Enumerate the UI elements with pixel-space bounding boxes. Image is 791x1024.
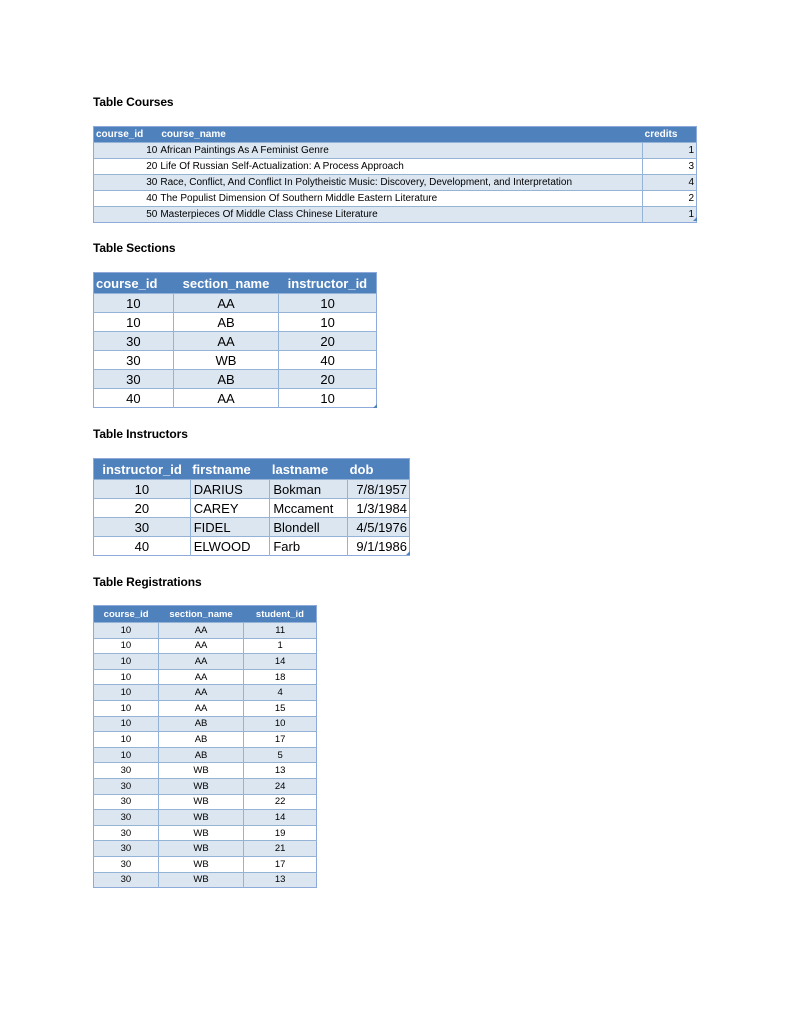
table-cell: AB bbox=[158, 747, 244, 763]
table-cell: Blondell bbox=[270, 518, 348, 537]
table-cell: AA bbox=[173, 332, 279, 351]
table-cell: 20 bbox=[94, 159, 160, 175]
table-row bbox=[94, 716, 317, 732]
table-cell: AB bbox=[158, 716, 244, 732]
table-row bbox=[94, 778, 317, 794]
table-cell: 20 bbox=[279, 332, 377, 351]
table-cell: 10 bbox=[94, 313, 174, 332]
table-cell: 20 bbox=[279, 370, 377, 389]
table-cell: 10 bbox=[94, 480, 191, 499]
table-cell: WB bbox=[158, 778, 244, 794]
table-row bbox=[94, 700, 317, 716]
table-cell: 30 bbox=[94, 778, 159, 794]
column-header: lastname bbox=[270, 459, 348, 480]
table-cell: 40 bbox=[94, 537, 191, 556]
table-row bbox=[94, 175, 697, 191]
table-cell: 30 bbox=[94, 856, 159, 872]
table-cell: AA bbox=[173, 389, 279, 408]
table-row bbox=[94, 732, 317, 748]
table-cell: AA bbox=[158, 654, 244, 670]
table-cell: AB bbox=[158, 732, 244, 748]
table-header-row bbox=[94, 606, 317, 623]
column-header: credits bbox=[643, 127, 697, 143]
table-cell: 20 bbox=[94, 499, 191, 518]
table-cell: AA bbox=[158, 669, 244, 685]
table-row bbox=[94, 763, 317, 779]
table-cell: 10 bbox=[244, 716, 317, 732]
column-header: section_name bbox=[158, 606, 244, 623]
table-cell: 10 bbox=[94, 143, 160, 159]
courses-title: Table Courses bbox=[93, 95, 174, 109]
instructors-title: Table Instructors bbox=[93, 427, 188, 441]
table-row bbox=[94, 747, 317, 763]
column-header: section_name bbox=[173, 273, 279, 294]
table-cell: 1 bbox=[244, 638, 317, 654]
table-cell: 10 bbox=[94, 747, 159, 763]
table-cell: WB bbox=[158, 841, 244, 857]
table-cell: 30 bbox=[94, 175, 160, 191]
table-resize-handle[interactable] bbox=[406, 551, 410, 555]
table-cell: AA bbox=[158, 638, 244, 654]
table-row bbox=[94, 351, 377, 370]
table-cell: AB bbox=[173, 313, 279, 332]
table-row bbox=[94, 654, 317, 670]
table-row bbox=[94, 143, 697, 159]
table-cell: Life Of Russian Self-Actualization: A Process Approach bbox=[159, 159, 642, 175]
table-cell: ELWOOD bbox=[190, 537, 270, 556]
table-row bbox=[94, 191, 697, 207]
sections-table bbox=[93, 272, 377, 408]
table-cell: 17 bbox=[244, 856, 317, 872]
column-header: course_id bbox=[94, 273, 174, 294]
table-cell: Race, Conflict, And Conflict In Polytheistic Music: Discovery, Development, and Interpretation bbox=[159, 175, 642, 191]
table-cell: 21 bbox=[244, 841, 317, 857]
table-row bbox=[94, 294, 377, 313]
table-cell: 19 bbox=[244, 825, 317, 841]
table-cell: Farb bbox=[270, 537, 348, 556]
table-cell: 7/8/1957 bbox=[348, 480, 410, 499]
table-cell: 10 bbox=[94, 623, 159, 639]
table-cell: WB bbox=[158, 872, 244, 888]
table-cell: 30 bbox=[94, 872, 159, 888]
table-cell: 30 bbox=[94, 763, 159, 779]
table-row bbox=[94, 825, 317, 841]
courses-table bbox=[93, 126, 697, 223]
table-row bbox=[94, 480, 410, 499]
table-row bbox=[94, 638, 317, 654]
table-cell: 30 bbox=[94, 825, 159, 841]
table-cell: WB bbox=[158, 825, 244, 841]
table-cell: 10 bbox=[94, 294, 174, 313]
table-cell: 9/1/1986 bbox=[348, 537, 410, 556]
table-cell: Masterpieces Of Middle Class Chinese Literature bbox=[159, 207, 642, 223]
column-header: course_id bbox=[94, 606, 159, 623]
table-row bbox=[94, 313, 377, 332]
table-row bbox=[94, 499, 410, 518]
table-row bbox=[94, 794, 317, 810]
table-cell: 14 bbox=[244, 654, 317, 670]
table-row bbox=[94, 370, 377, 389]
table-cell: AB bbox=[173, 370, 279, 389]
column-header: course_name bbox=[159, 127, 642, 143]
table-cell: The Populist Dimension Of Southern Middle Eastern Literature bbox=[159, 191, 642, 207]
table-row bbox=[94, 159, 697, 175]
table-cell: 30 bbox=[94, 332, 174, 351]
table-header-row bbox=[94, 459, 410, 480]
column-header: instructor_id bbox=[279, 273, 377, 294]
table-cell: WB bbox=[158, 810, 244, 826]
table-cell: WB bbox=[173, 351, 279, 370]
instructors-table bbox=[93, 458, 410, 556]
table-cell: 10 bbox=[94, 654, 159, 670]
table-cell: African Paintings As A Feminist Genre bbox=[159, 143, 642, 159]
table-row bbox=[94, 685, 317, 701]
table-cell: 1 bbox=[643, 207, 697, 223]
sections-title: Table Sections bbox=[93, 241, 176, 255]
column-header: firstname bbox=[190, 459, 270, 480]
table-resize-handle[interactable] bbox=[373, 404, 377, 408]
table-row bbox=[94, 872, 317, 888]
table-cell: Bokman bbox=[270, 480, 348, 499]
table-cell: 10 bbox=[94, 638, 159, 654]
table-cell: AA bbox=[158, 685, 244, 701]
table-cell: 30 bbox=[94, 370, 174, 389]
table-cell: 1 bbox=[643, 143, 697, 159]
table-cell: 2 bbox=[643, 191, 697, 207]
table-row bbox=[94, 207, 697, 223]
table-cell: WB bbox=[158, 763, 244, 779]
table-cell: AA bbox=[158, 700, 244, 716]
table-cell: 13 bbox=[244, 872, 317, 888]
table-cell: 30 bbox=[94, 351, 174, 370]
table-cell: 30 bbox=[94, 841, 159, 857]
table-row bbox=[94, 841, 317, 857]
table-cell: WB bbox=[158, 794, 244, 810]
table-cell: 4/5/1976 bbox=[348, 518, 410, 537]
column-header: course_id bbox=[94, 127, 160, 143]
table-row bbox=[94, 518, 410, 537]
table-cell: 40 bbox=[94, 389, 174, 408]
column-header: student_id bbox=[244, 606, 317, 623]
table-cell: 13 bbox=[244, 763, 317, 779]
table-cell: 1/3/1984 bbox=[348, 499, 410, 518]
column-header: instructor_id bbox=[94, 459, 191, 480]
table-cell: AA bbox=[173, 294, 279, 313]
table-cell: 30 bbox=[94, 794, 159, 810]
table-row bbox=[94, 332, 377, 351]
table-header-row bbox=[94, 273, 377, 294]
table-cell: 10 bbox=[94, 685, 159, 701]
table-row bbox=[94, 389, 377, 408]
table-cell: 4 bbox=[244, 685, 317, 701]
table-cell: 22 bbox=[244, 794, 317, 810]
table-cell: 4 bbox=[643, 175, 697, 191]
table-cell: 30 bbox=[94, 810, 159, 826]
table-cell: CAREY bbox=[190, 499, 270, 518]
table-cell: 10 bbox=[94, 700, 159, 716]
table-cell: FIDEL bbox=[190, 518, 270, 537]
table-cell: Mccament bbox=[270, 499, 348, 518]
table-row bbox=[94, 669, 317, 685]
table-cell: 10 bbox=[94, 732, 159, 748]
table-cell: 17 bbox=[244, 732, 317, 748]
table-cell: 14 bbox=[244, 810, 317, 826]
table-row bbox=[94, 810, 317, 826]
table-header-row bbox=[94, 127, 697, 143]
table-cell: 10 bbox=[279, 389, 377, 408]
table-cell: 40 bbox=[279, 351, 377, 370]
table-row bbox=[94, 623, 317, 639]
table-cell: 50 bbox=[94, 207, 160, 223]
table-cell: 10 bbox=[279, 294, 377, 313]
table-cell: 10 bbox=[94, 669, 159, 685]
table-resize-handle[interactable] bbox=[693, 217, 697, 221]
table-cell: 15 bbox=[244, 700, 317, 716]
table-cell: DARIUS bbox=[190, 480, 270, 499]
table-cell: 11 bbox=[244, 623, 317, 639]
table-cell: 30 bbox=[94, 518, 191, 537]
table-cell: 40 bbox=[94, 191, 160, 207]
table-cell: 24 bbox=[244, 778, 317, 794]
table-cell: 18 bbox=[244, 669, 317, 685]
table-row bbox=[94, 856, 317, 872]
table-cell: AA bbox=[158, 623, 244, 639]
table-cell: WB bbox=[158, 856, 244, 872]
table-cell: 10 bbox=[279, 313, 377, 332]
table-cell: 3 bbox=[643, 159, 697, 175]
registrations-table bbox=[93, 605, 317, 888]
column-header: dob bbox=[348, 459, 410, 480]
table-cell: 5 bbox=[244, 747, 317, 763]
table-cell: 10 bbox=[94, 716, 159, 732]
table-row bbox=[94, 537, 410, 556]
registrations-title: Table Registrations bbox=[93, 575, 202, 589]
